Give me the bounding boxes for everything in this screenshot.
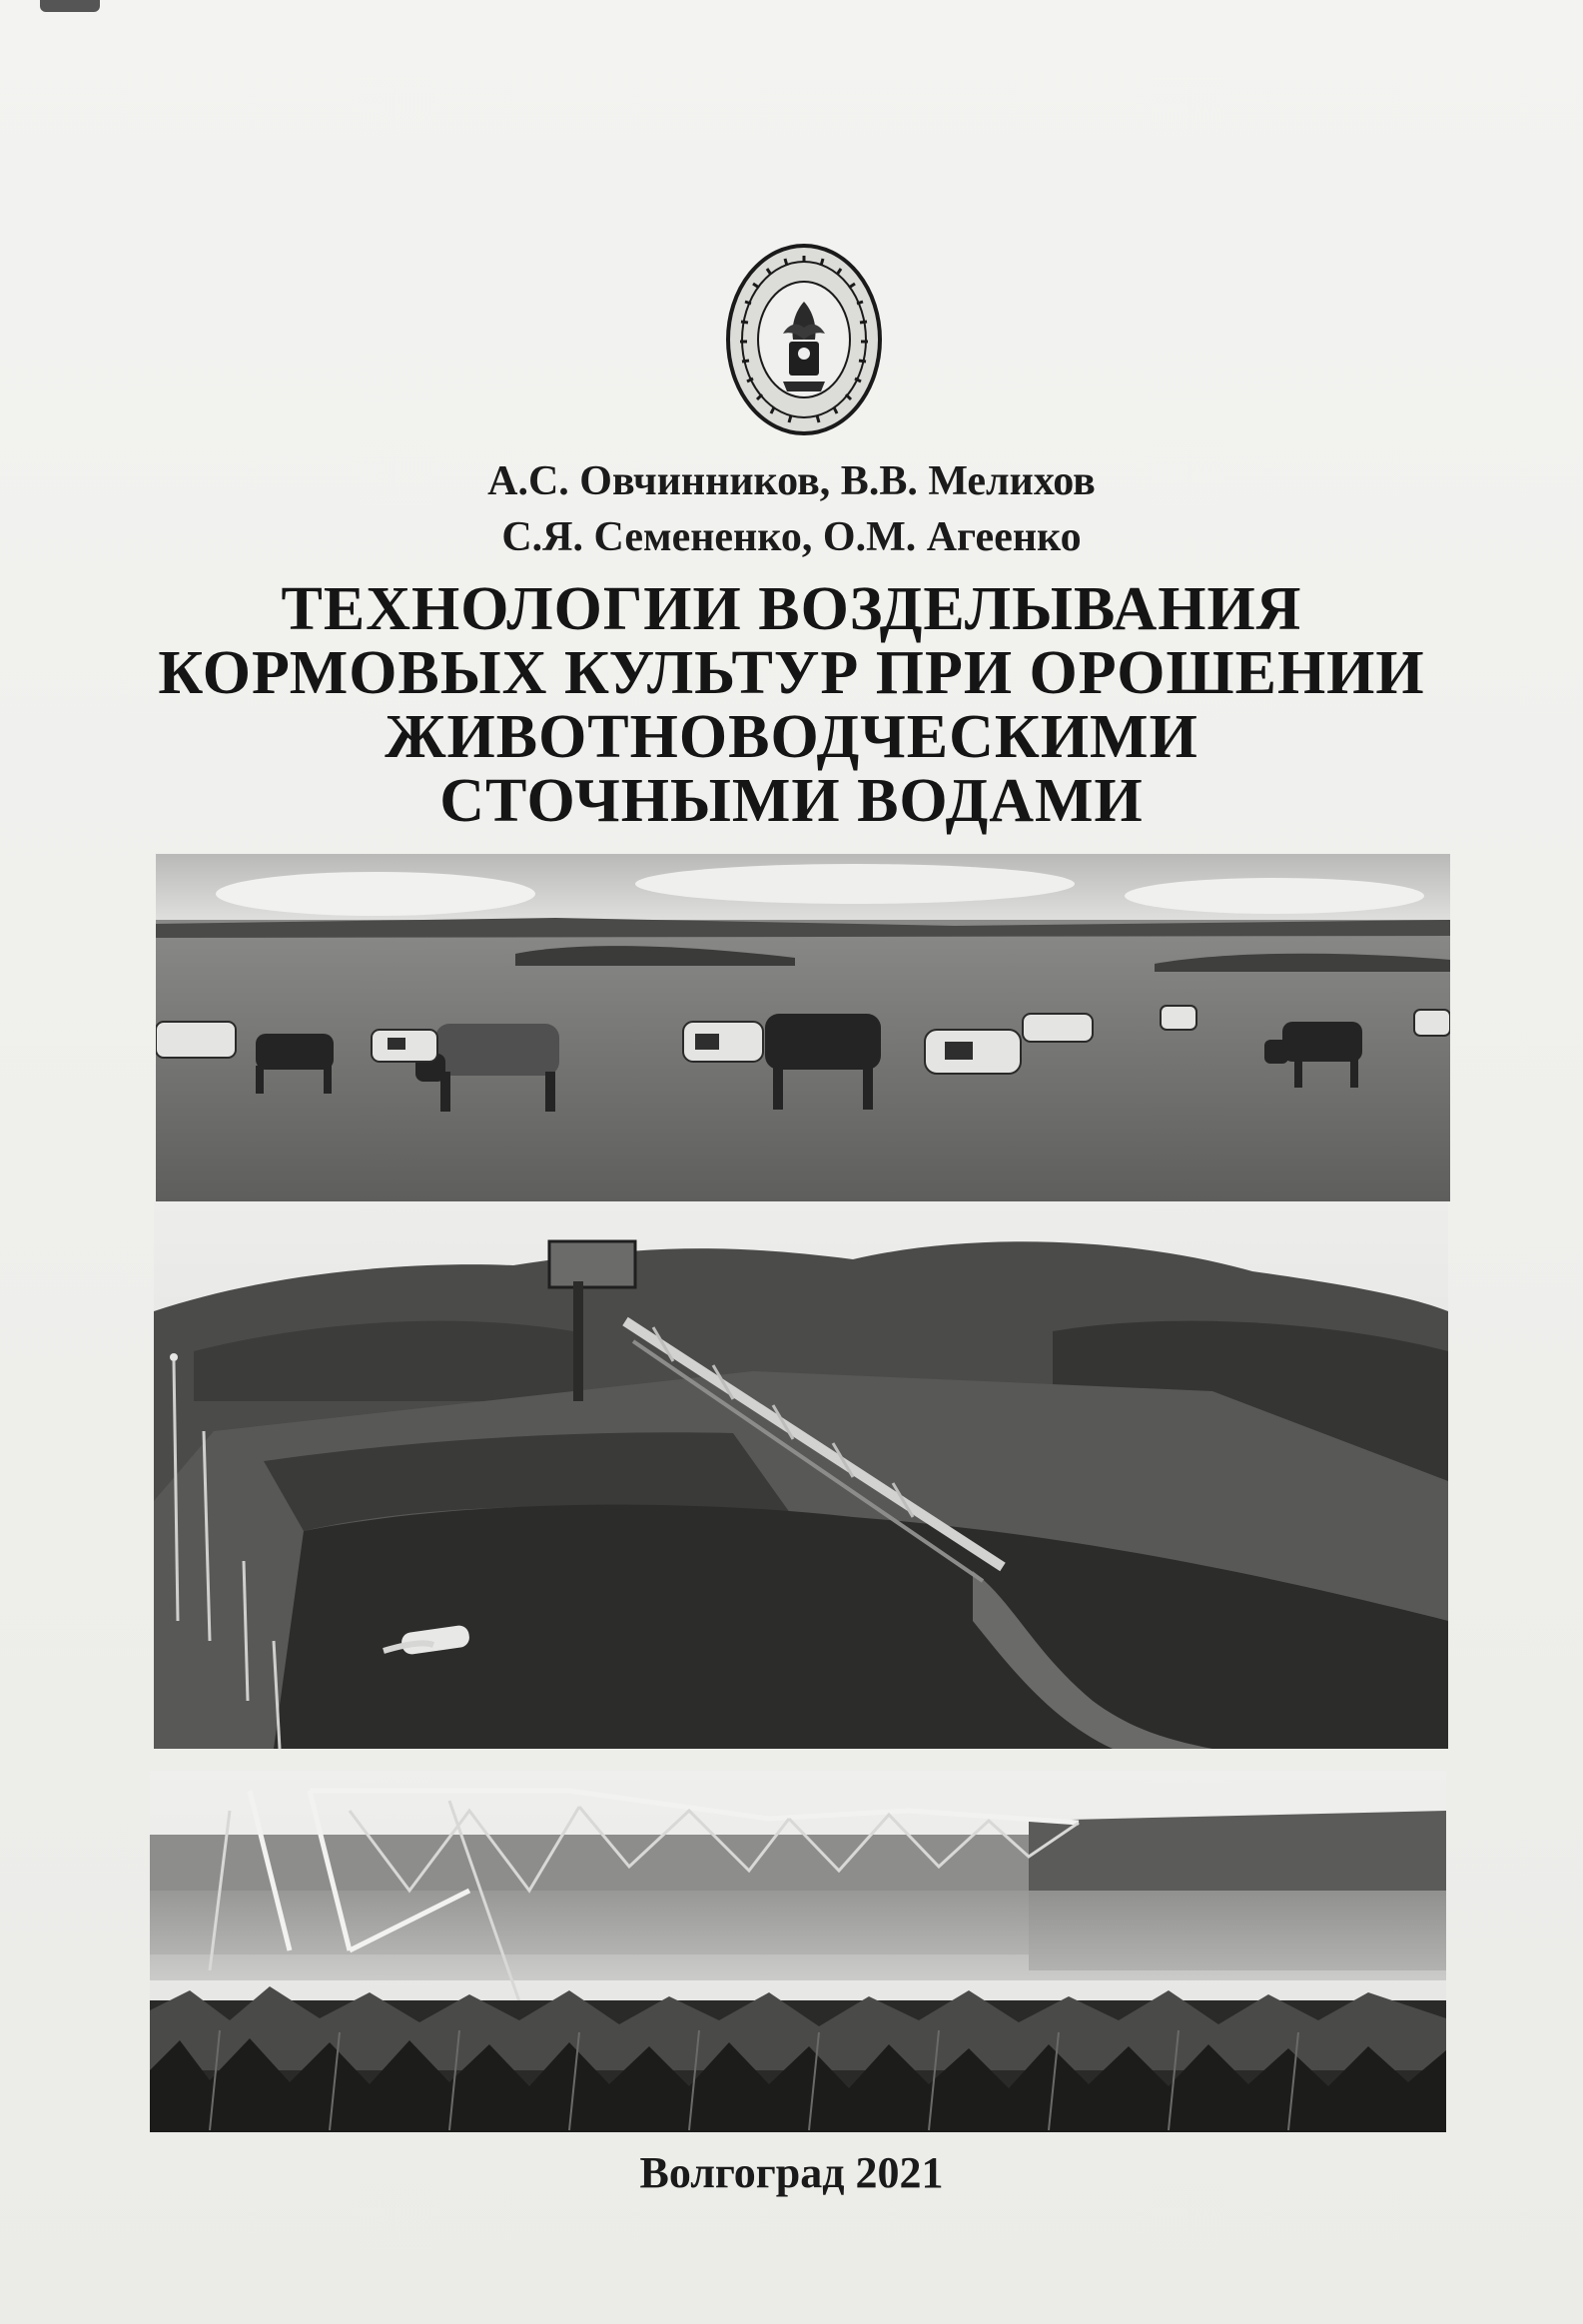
university-emblem — [725, 242, 883, 437]
pivot-irrigation-image — [150, 1771, 1446, 2132]
publication-place-year: Волгоград 2021 — [639, 2148, 944, 2197]
title-line-3: ЖИВОТНОВОДЧЕСКИМИ — [385, 703, 1198, 771]
authors-line-1: А.С. Овчинников, В.В. Мелихов — [487, 458, 1096, 504]
cows-pasture-image — [156, 854, 1450, 1201]
photo-cows-pasture — [156, 854, 1450, 1201]
scan-mark — [40, 0, 100, 12]
lagoon-image — [154, 1201, 1448, 1749]
title-line-2: КОРМОВЫХ КУЛЬТУР ПРИ ОРОШЕНИИ — [158, 639, 1425, 707]
authors-line-2: С.Я. Семененко, О.М. Агеенко — [501, 514, 1082, 560]
book-title — [0, 577, 1583, 833]
photo-wastewater-lagoon — [154, 1201, 1448, 1749]
title-line-1: ТЕХНОЛОГИИ ВОЗДЕЛЫВАНИЯ — [281, 575, 1302, 643]
title-line-4: СТОЧНЫМИ ВОДАМИ — [439, 767, 1144, 835]
photo-center-pivot-irrigation — [150, 1771, 1446, 2132]
emblem-graphic — [725, 242, 883, 437]
